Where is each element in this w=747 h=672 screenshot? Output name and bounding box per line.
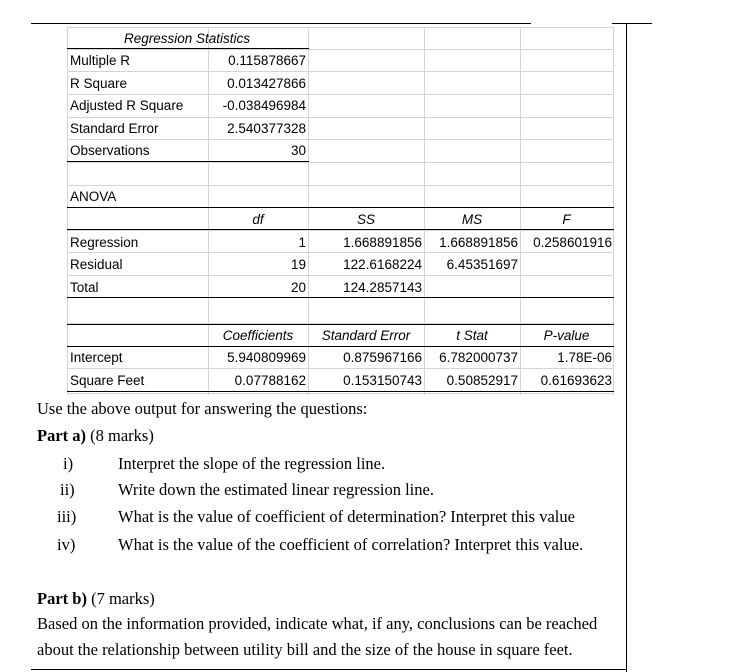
part-b-label: Part b) <box>37 589 87 608</box>
page-top-rule-right <box>612 23 652 24</box>
anova-header-df: df <box>252 212 264 227</box>
coef-bottom-border <box>67 391 614 392</box>
question-text: What is the value of the coefficient of correlation? Interpret this value. <box>118 535 584 554</box>
stat-label: Adjusted R Square <box>70 98 184 113</box>
coef-row-label: Intercept <box>70 350 123 365</box>
coef-header-coefficients: Coefficients <box>222 328 294 343</box>
part-b-heading <box>37 589 155 609</box>
coef-p: 1.78E-06 <box>557 350 612 365</box>
question-number: ii) <box>60 480 75 499</box>
page-top-rule-left <box>31 23 531 24</box>
anova-ss: 1.668891856 <box>343 235 422 250</box>
stat-value: 0.013427866 <box>227 76 306 91</box>
anova-ms: 6.45351697 <box>446 257 518 272</box>
question-number: i) <box>63 454 74 473</box>
anova-top-border <box>67 207 614 208</box>
anova-header-ss: SS <box>356 212 375 227</box>
question-text: Write down the estimated linear regression line. <box>118 480 434 499</box>
anova-header-ms: MS <box>461 212 483 227</box>
anova-title: ANOVA <box>70 189 117 204</box>
anova-f: 0.258601916 <box>533 235 612 250</box>
stat-value: 0.115878667 <box>228 53 306 68</box>
anova-row-label: Residual <box>70 257 123 272</box>
anova-row-label: Regression <box>70 235 139 250</box>
question-number: iv) <box>57 535 76 554</box>
coef-value: 5.940809969 <box>227 350 306 365</box>
anova-ms: 1.668891856 <box>439 235 518 250</box>
stat-label: Multiple R <box>70 53 131 68</box>
coef-se: 0.153150743 <box>343 373 422 388</box>
anova-header-f: F <box>562 212 571 227</box>
coef-row-label: Square Feet <box>70 373 145 388</box>
coef-p: 0.61693623 <box>540 373 612 388</box>
regression-output-sheet <box>67 27 614 395</box>
stat-label: Observations <box>70 143 150 158</box>
coef-header-p-value: P-value <box>543 328 590 343</box>
coef-t: 0.50852917 <box>446 373 518 388</box>
part-b-question-line-1: Based on the information provided, indicate what, if any, conclusions can be reached <box>37 614 598 633</box>
part-a-marks: (8 marks) <box>90 426 154 445</box>
coef-header-t-stat: t Stat <box>456 328 488 343</box>
anova-ss: 122.6168224 <box>343 257 422 272</box>
stat-value: -0.038496984 <box>222 98 306 113</box>
regression-statistics-title: Regression Statistics <box>123 31 251 46</box>
stat-value: 30 <box>290 143 306 158</box>
questions-intro: Use the above output for answering the questions: <box>37 399 368 418</box>
stat-label: Standard Error <box>70 121 159 136</box>
question-text: What is the value of coefficient of determination? Interpret this value <box>118 507 575 526</box>
stats-bottom-border <box>67 161 309 162</box>
stat-label: R Square <box>70 76 128 91</box>
question-number: iii) <box>57 507 77 526</box>
anova-row-label: Total <box>70 280 99 295</box>
question-text: Interpret the slope of the regression line. <box>118 454 386 473</box>
coef-t: 6.782000737 <box>439 350 518 365</box>
coef-se: 0.875967166 <box>343 350 422 365</box>
anova-df: 20 <box>290 280 306 295</box>
part-a-heading <box>37 426 154 446</box>
coef-value: 0.07788162 <box>234 373 306 388</box>
anova-ss: 124.2857143 <box>343 280 422 295</box>
stat-value: 2.540377328 <box>227 121 306 136</box>
anova-df: 1 <box>298 235 306 250</box>
part-b-marks: (7 marks) <box>91 589 155 608</box>
coef-header-standard-error: Standard Error <box>321 328 411 343</box>
part-a-label: Part a) <box>37 426 87 445</box>
anova-df: 19 <box>290 257 306 272</box>
page-right-edge <box>626 23 627 672</box>
page-bottom-rule <box>31 669 627 670</box>
part-b-question-line-2: about the relationship between utility bill and the size of the house in square feet. <box>37 640 573 659</box>
